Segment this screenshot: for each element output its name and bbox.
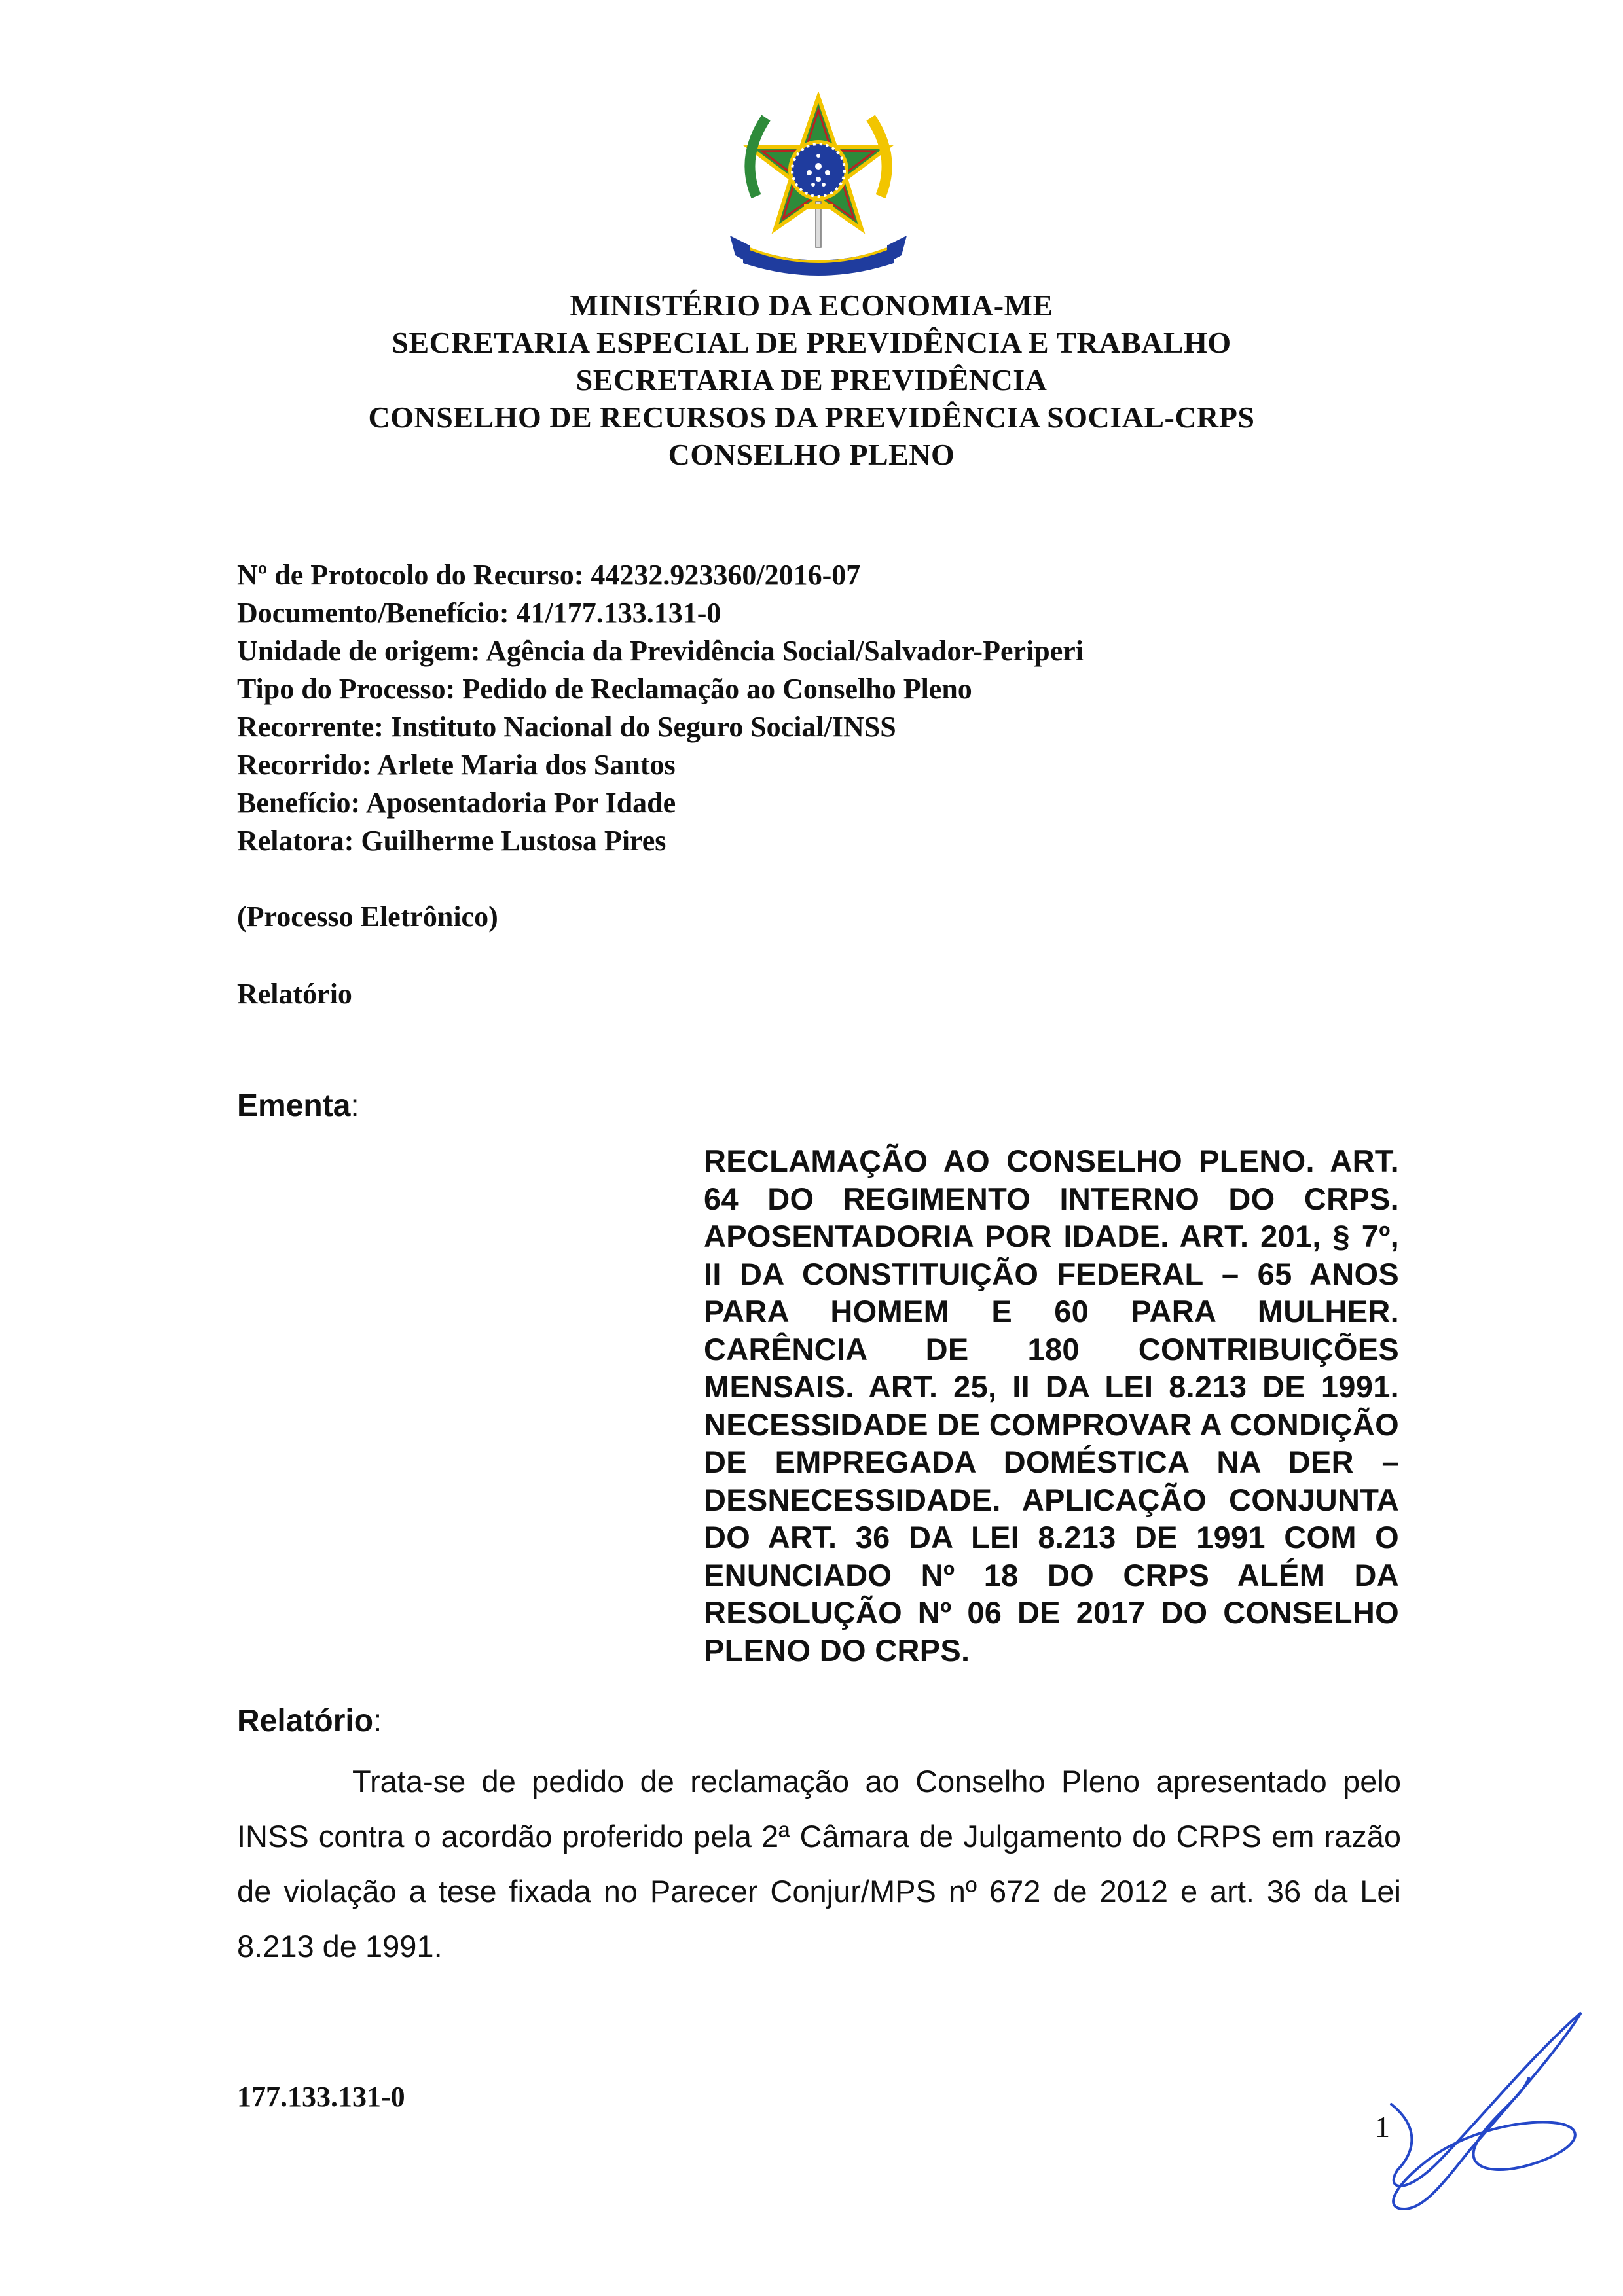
rapporteur: Relatora: Guilherme Lustosa Pires (237, 825, 666, 857)
footer-document-id: 177.133.131-0 (237, 2081, 405, 2113)
appellee: Recorrido: Arlete Maria dos Santos (237, 749, 676, 781)
signature-icon (1365, 2000, 1601, 2215)
report-paragraph: Trata-se de pedido de reclamação ao Conselho Pleno apresentado pelo INSS contra o acordão proferido pela 2ª Câmara de Julgamento do CRPS em razão de violação a tese fixada no Parecer Conjur/MPS nº 672 de 2012 e art. 36 da Lei 8.213 de 1991. (237, 1764, 1401, 1964)
summary-label (237, 1086, 359, 1126)
benefit: Benefício: Aposentadoria Por Idade (237, 787, 676, 819)
summary-text: RECLAMAÇÃO AO CONSELHO PLENO. ART. 64 DO REGIMENTO INTERNO DO CRPS. APOSENTADORIA POR IDADE. ART. 201, § 7º, II DA CONSTITUIÇÃO FEDERAL – 65 ANOS PARA HOMEM E 60 PARA MULHER. CARÊNCIA DE 180 CONTRIBUIÇÕES MENSAIS. ART. 25, II DA LEI 8.213 DE 1991. NECESSIDADE DE COMPROVAR A CONDIÇÃO DE EMPREGADA DOMÉSTICA NA DER – DESNECESSIDADE. APLICAÇÃO CONJUNTA DO ART. 36 DA LEI 8.213 DE 1991 COM O ENUNCIADO Nº 18 DO CRPS ALÉM DA RESOLUÇÃO Nº 06 DE 2017 DO CONSELHO PLENO DO CRPS. (704, 1143, 1399, 1668)
appellant: Recorrente: Instituto Nacional do Seguro Social/INSS (237, 711, 896, 743)
document-benefit: Documento/Benefício: 41/177.133.131-0 (237, 597, 721, 629)
plenary-title: CONSELHO PLENO (668, 438, 955, 471)
coat-of-arms-icon (730, 92, 907, 281)
report-label-text: Relatório (237, 1704, 374, 1738)
report-heading: Relatório (237, 978, 352, 1010)
ministry-title: MINISTÉRIO DA ECONOMIA-ME (570, 289, 1053, 322)
protocol-number: Nº de Protocolo do Recurso: 44232.923360/2016-07 (237, 559, 861, 591)
origin-unit: Unidade de origem: Agência da Previdência Social/Salvador-Periperi (237, 635, 1084, 667)
electronic-process-note: (Processo Eletrônico) (237, 901, 498, 933)
secretariat-title: SECRETARIA DE PREVIDÊNCIA (575, 363, 1048, 397)
header (0, 287, 1623, 473)
page-number: 1 (1375, 2110, 1390, 2144)
report-label (237, 1702, 382, 1741)
summary-label-colon: : (350, 1088, 359, 1123)
council-title: CONSELHO DE RECURSOS DA PREVIDÊNCIA SOCIAL-CRPS (368, 401, 1255, 434)
summary-label-text: Ementa (237, 1088, 351, 1123)
process-metadata (237, 556, 1481, 860)
special-secretariat-title: SECRETARIA ESPECIAL DE PREVIDÊNCIA E TRABALHO (392, 326, 1231, 359)
report-label-colon: : (373, 1704, 382, 1738)
process-type: Tipo do Processo: Pedido de Reclamação ao Conselho Pleno (237, 673, 972, 705)
